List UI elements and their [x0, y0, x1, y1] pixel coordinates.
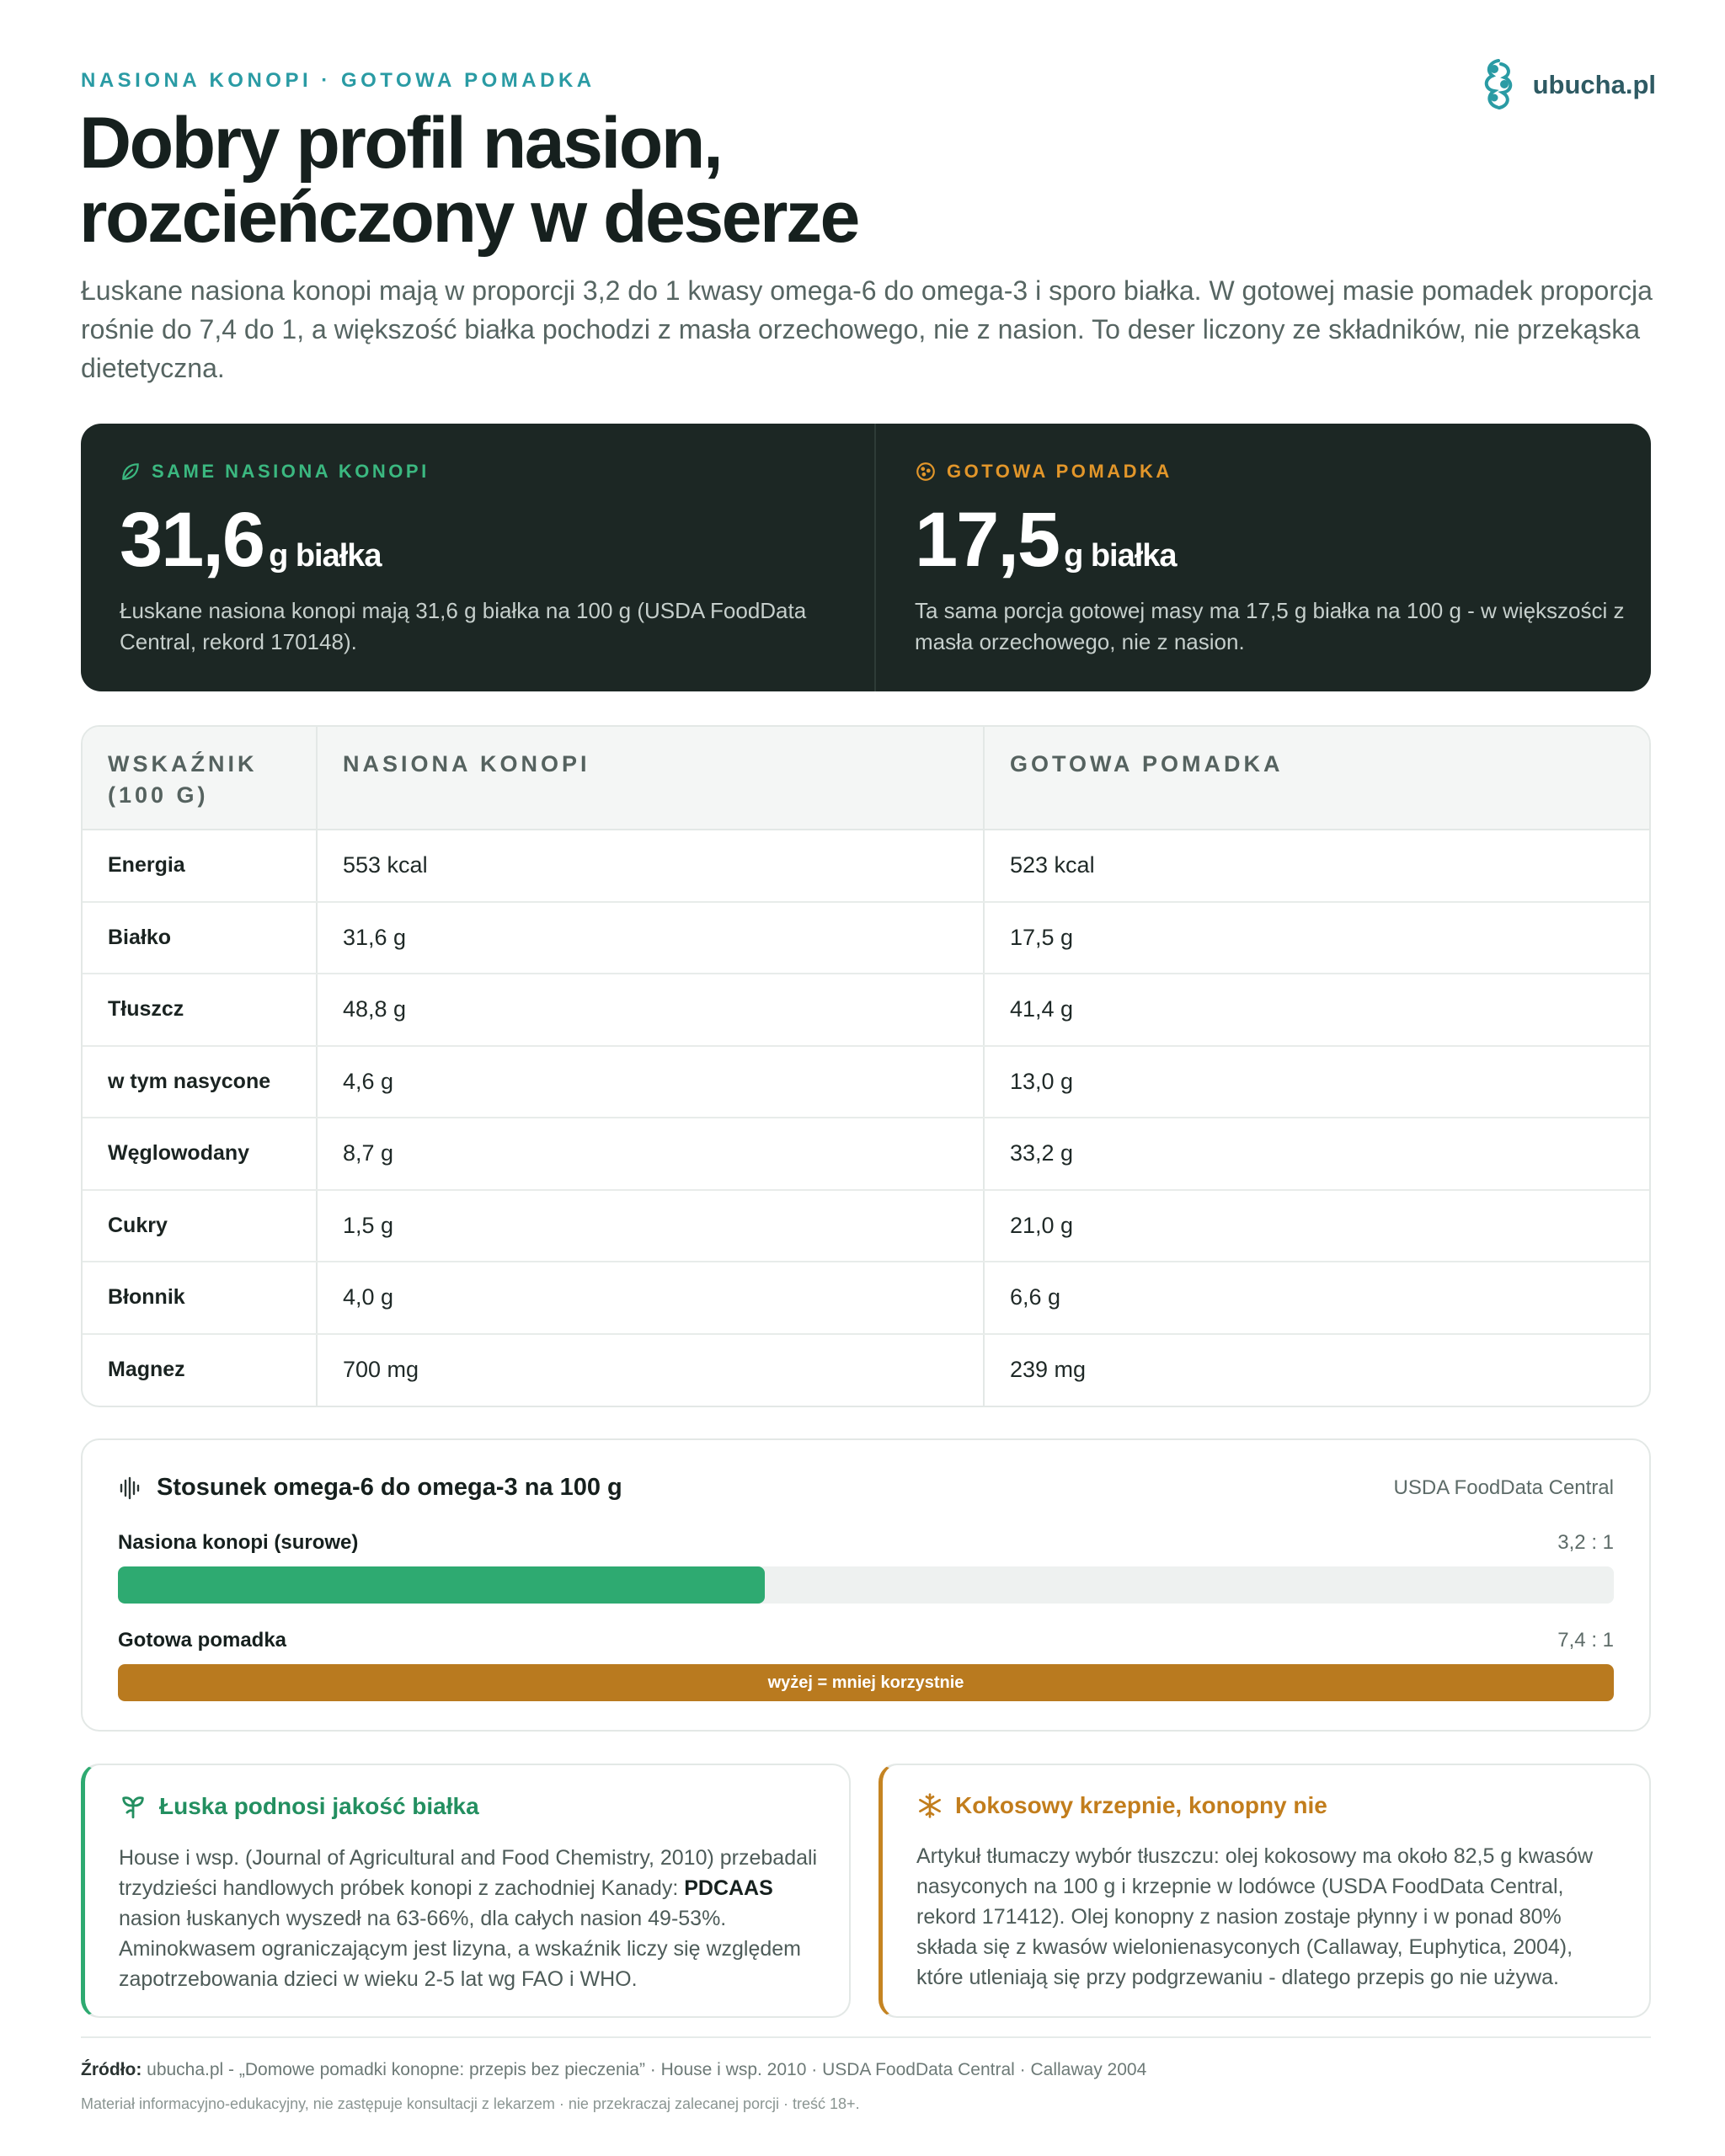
note-body: Artykuł tłumaczy wybór tłuszczu: olej kokosowy ma około 82,5 g kwasów nasyconych na 100 g i krzepnie w lodówce (USDA FoodData Central, rekord 171412). Olej konopny z nasion zostaje płynny i w ponad 80% składa się z kwasów wielonienasyconych (Callaway, Euphytica, 2004), które utleniają się przy podgrzewaniu - dlatego przepis go nie używa.: [916, 1844, 1594, 1989]
table-row: [83, 1334, 1649, 1406]
column-header: WSKAŹNIK (100 G): [83, 727, 317, 830]
page-title: [79, 103, 858, 258]
stat-fudge-number: 17,5: [915, 497, 1060, 583]
disclaimer: Materiał informacyjno‑edukacyjny, nie zastępuje konsultacji z lekarzem · nie przekraczaj zalecanej porcji · treść 18+.: [81, 2095, 860, 2112]
note-body: House i wsp. (Journal of Agricultural and Food Chemistry, 2010) przebadali trzydzieści handlowych próbek konopi z zachodniej Kanady: PDCAAS nasion łuskanych wyszedł na 63‑66%, dla całych nasion 49‑53%. Aminokwasem ograniczającym jest lizyna, a wskaźnik liczy się względem zapotrzebowania dzieci w wieku 2‑5 lat wg FAO i WHO.: [119, 1846, 818, 1991]
row-label: Białko: [83, 902, 317, 974]
stats-panel: [81, 424, 1651, 691]
table-cell: 553 kcal: [317, 830, 984, 902]
table-cell: 4,6 g: [317, 1046, 984, 1118]
stat-fudge-value: [915, 497, 1631, 583]
title-line-2: rozcieńczony w deserze: [79, 177, 858, 258]
table-cell: 21,0 g: [984, 1190, 1649, 1262]
leaf-icon: [120, 461, 142, 483]
row-label: Energia: [83, 830, 317, 902]
table-row: [83, 902, 1649, 974]
lede-paragraph: Łuskane nasiona konopi mają w proporcji 3,2 do 1 kwasy omega‑6 do omega‑3 i sporo białka. W gotowej masie pomadek proporcja rośnie do 7,4 do 1, a większość białka pochodzi z masła orzechowego, nie z nasion. To deser liczony ze składników, nie przekąska dietetyczna.: [81, 275, 1653, 383]
stat-fudge-unit: g białka: [1064, 538, 1177, 574]
table-cell: 8,7 g: [317, 1118, 984, 1190]
omega-ratio-card: [81, 1438, 1651, 1732]
table-cell: 48,8 g: [317, 974, 984, 1046]
bar-track: [118, 1664, 1614, 1701]
source-line: Źródło: ubucha.pl - „Domowe pomadki konopne: przepis bez pieczenia” · House i wsp. 2010 · USDA FoodData Central · Callaway 2004: [81, 2060, 1147, 2079]
note-protein-quality: [81, 1764, 851, 2018]
stat-seeds-label: SAME NASIONA KONOPI: [120, 461, 836, 483]
stat-seeds-number: 31,6: [120, 497, 264, 583]
table-row: [83, 1046, 1649, 1118]
column-header: GOTOWA POMADKA: [984, 727, 1649, 830]
column-header: NASIONA KONOPI: [317, 727, 984, 830]
stat-fudge-label: GOTOWA POMADKA: [915, 461, 1631, 483]
brand-name: ubucha.pl: [1532, 70, 1656, 99]
nutrition-table-card: [81, 725, 1651, 1407]
row-label: Magnez: [108, 1358, 185, 1382]
bar-fill-fudge: [118, 1664, 1614, 1701]
table-row: [83, 1118, 1649, 1190]
cookie-icon: [915, 461, 937, 483]
kombucha-logo-icon: [1476, 56, 1521, 115]
table-cell: 239 mg: [984, 1334, 1649, 1406]
bar-fill-seeds: [118, 1566, 765, 1604]
title-line-1: Dobry profil nasion,: [79, 103, 722, 184]
stat-seeds-unit: g białka: [269, 538, 382, 574]
waveform-icon: [118, 1476, 143, 1501]
ratio-bar-fudge: [118, 1629, 1614, 1701]
row-label: Błonnik: [83, 1262, 317, 1334]
sprout-icon: [119, 1792, 147, 1821]
eyebrow: NASIONA KONOPI · GOTOWA POMADKA: [81, 69, 595, 92]
row-label: Cukry: [83, 1190, 317, 1262]
table-cell: 523 kcal: [984, 830, 1649, 902]
ratio-bar-seeds: [118, 1531, 1614, 1604]
snowflake-icon: [916, 1792, 943, 1819]
bar-name: Gotowa pomadka: [118, 1629, 287, 1652]
table-cell: 31,6 g: [317, 902, 984, 974]
note-title: Łuska podnosi jakość białka: [119, 1792, 819, 1821]
stat-seeds-value: [120, 497, 836, 583]
ratio-header: [118, 1474, 1614, 1502]
table-row: [83, 1190, 1649, 1262]
table-cell: 33,2 g: [984, 1118, 1649, 1190]
row-label: w tym nasycone: [83, 1046, 317, 1118]
brand-logo[interactable]: [1476, 56, 1656, 115]
table-row: [83, 1262, 1649, 1334]
table-cell: 17,5 g: [984, 902, 1649, 974]
footer-divider: [81, 2036, 1651, 2038]
note-fats: [879, 1764, 1651, 2018]
stat-fudge-description: Ta sama porcja gotowej masy ma 17,5 g białka na 100 g - w większości z masła orzechowego, nie z nasion.: [915, 598, 1625, 654]
nutrition-table: [83, 727, 1649, 1406]
row-label: Tłuszcz: [83, 974, 317, 1046]
bar-track: [118, 1566, 1614, 1604]
bar-value: 3,2 : 1: [1557, 1531, 1614, 1554]
table-cell: 6,6 g: [984, 1262, 1649, 1334]
ratio-source: USDA FoodData Central: [1393, 1476, 1614, 1499]
table-header-row: [83, 727, 1649, 830]
stat-fudge: [874, 424, 1651, 691]
note-title: Kokosowy krzepnie, konopny nie: [916, 1792, 1619, 1819]
stat-seeds-description: Łuskane nasiona konopi mają 31,6 g białka na 100 g (USDA FoodData Central, rekord 170148).: [120, 598, 807, 654]
table-cell: 13,0 g: [984, 1046, 1649, 1118]
table-row: [83, 974, 1649, 1046]
stat-seeds: [81, 424, 874, 691]
ratio-title: Stosunek omega‑6 do omega‑3 na 100 g: [118, 1474, 622, 1502]
bar-value: 7,4 : 1: [1557, 1629, 1614, 1652]
table-cell: 700 mg: [317, 1334, 984, 1406]
bar-name: Nasiona konopi (surowe): [118, 1531, 359, 1554]
table-cell: 1,5 g: [317, 1190, 984, 1262]
bar-inner-label: wyżej = mniej korzystnie: [767, 1673, 964, 1692]
table-cell: 4,0 g: [317, 1262, 984, 1334]
table-row: [83, 830, 1649, 902]
pdcaas-term: PDCAAS: [684, 1876, 773, 1900]
row-label: Węglowodany: [83, 1118, 317, 1190]
table-cell: 41,4 g: [984, 974, 1649, 1046]
